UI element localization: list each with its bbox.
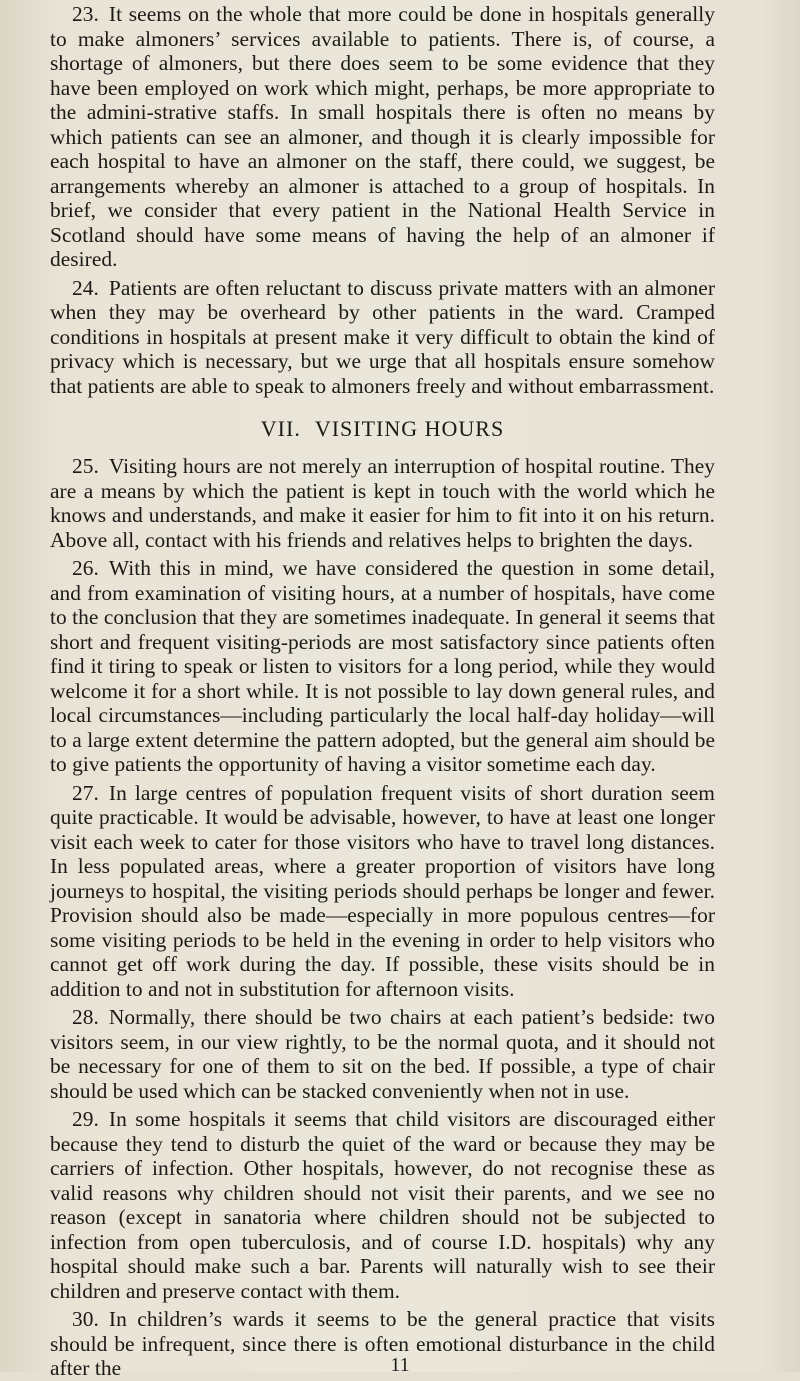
paragraph-text: In large centres of population frequent visits of short duration seem quite practicable. It would be advisable, however, to have at least one longer visit each week to cater for those visitors who have to travel long distances. In less populated areas, where a greater proportion of visitors have long journeys to hospital, the visiting periods should perhaps be longer and fewer. Provision should also be made—especially in more populous centres—for some visiting periods to be held in the evening in order to help visitors who cannot get off work during the day. If possible, these visits should be in addition to and not in substitution for afternoon visits. [50, 780, 715, 1001]
paragraph-25 [50, 454, 715, 552]
paragraph-number: 24. [72, 275, 99, 300]
section-title: VISITING HOURS [314, 416, 505, 441]
paragraph-text: In some hospitals it seems that child visitors are discouraged either because they tend to disturb the quiet of the ward or because they may be carriers of infection. Other hospitals, however, do not recognise these as valid reasons why children should not visit their parents, and we see no reason (except in sanatoria where children should not be subjected to infection from open tuberculosis, and of course I.D. hospitals) why any hospital should make such a bar. Parents will naturally wish to see their children and preserve contact with them. [50, 1107, 715, 1303]
paragraph-text: In children’s wards it seems to be the general practice that visits should be infrequent, since there is often emotional disturbance in the child after the [50, 1307, 715, 1380]
paragraph-23 [50, 2, 715, 272]
paragraph-28 [50, 1005, 715, 1103]
paragraph-number: 30. [72, 1307, 99, 1331]
paragraph-27 [50, 781, 715, 1002]
section-number: VII. [260, 416, 301, 441]
paragraph-24 [50, 276, 715, 399]
paragraph-number: 26. [72, 556, 99, 580]
paragraph-text: Visiting hours are not merely an interruption of hospital routine. They are a means by which the patient is kept in touch with the world which he knows and understands, and make it easier for him to fit into it on his return. Above all, contact with his friends and relatives helps to brighten the days. [50, 454, 715, 552]
paragraph-number: 28. [72, 1005, 99, 1029]
section-heading [50, 416, 715, 442]
paragraph-29 [50, 1107, 715, 1303]
page-number: 11 [390, 1354, 410, 1376]
paragraph-text: With this in mind, we have considered the question in some detail, and from examination of visiting hours, at a number of hospitals, have come to the conclusion that they are sometimes inadequate. In general it seems that short and frequent visiting-periods are most satisfactory since patients often find it tiring to speak or listen to visitors for a long period, while they would welcome it for a short while. It is not possible to lay down general rules, and local circumstances—including particularly the local half-day holiday—will to a large extent determine the pattern adopted, but the general aim should be to give patients the opportunity of having a visitor sometime each day. [50, 556, 716, 776]
paragraph-number: 25. [72, 454, 99, 478]
paragraph-text: Normally, there should be two chairs at each patient’s bedside: two visitors seem, in our view rightly, to be the normal quota, and it should not be necessary for one of them to sit on the bed. If possible, a type of chair should be used which can be stacked conveniently when not in use. [50, 1005, 715, 1103]
page-body [50, 2, 715, 1381]
paragraph-text: Patients are often reluctant to discuss private matters with an almoner when they may be overheard by other patients in the ward. Cramped conditions in hospitals at present make it very difficult to obtain the kind of privacy which is necessary, but we urge that all hospitals ensure somehow that patients are able to speak to almoners freely and without embarrassment. [50, 275, 715, 398]
paragraph-26 [50, 556, 715, 777]
paragraph-number: 29. [72, 1107, 99, 1131]
paragraph-text: It seems on the whole that more could be done in hospitals generally to make almoners’ services available to patients. There is, of course, a shortage of almoners, but there does seem to be some evidence that they have been employed on work which might, perhaps, be more appropriate to the admini-strative staffs. In small hospitals there is often no means by which patients can see an almoner, and though it is clearly impossible for each hospital to have an almoner on the staff, there could, we suggest, be arrangements whereby an almoner is attached to a group of hospitals. In brief, we consider that every patient in the National Health Service in Scotland should have some means of having the help of an almoner if desired. [50, 2, 715, 271]
paragraph-number: 27. [72, 780, 99, 805]
paragraph-number: 23. [72, 2, 99, 26]
